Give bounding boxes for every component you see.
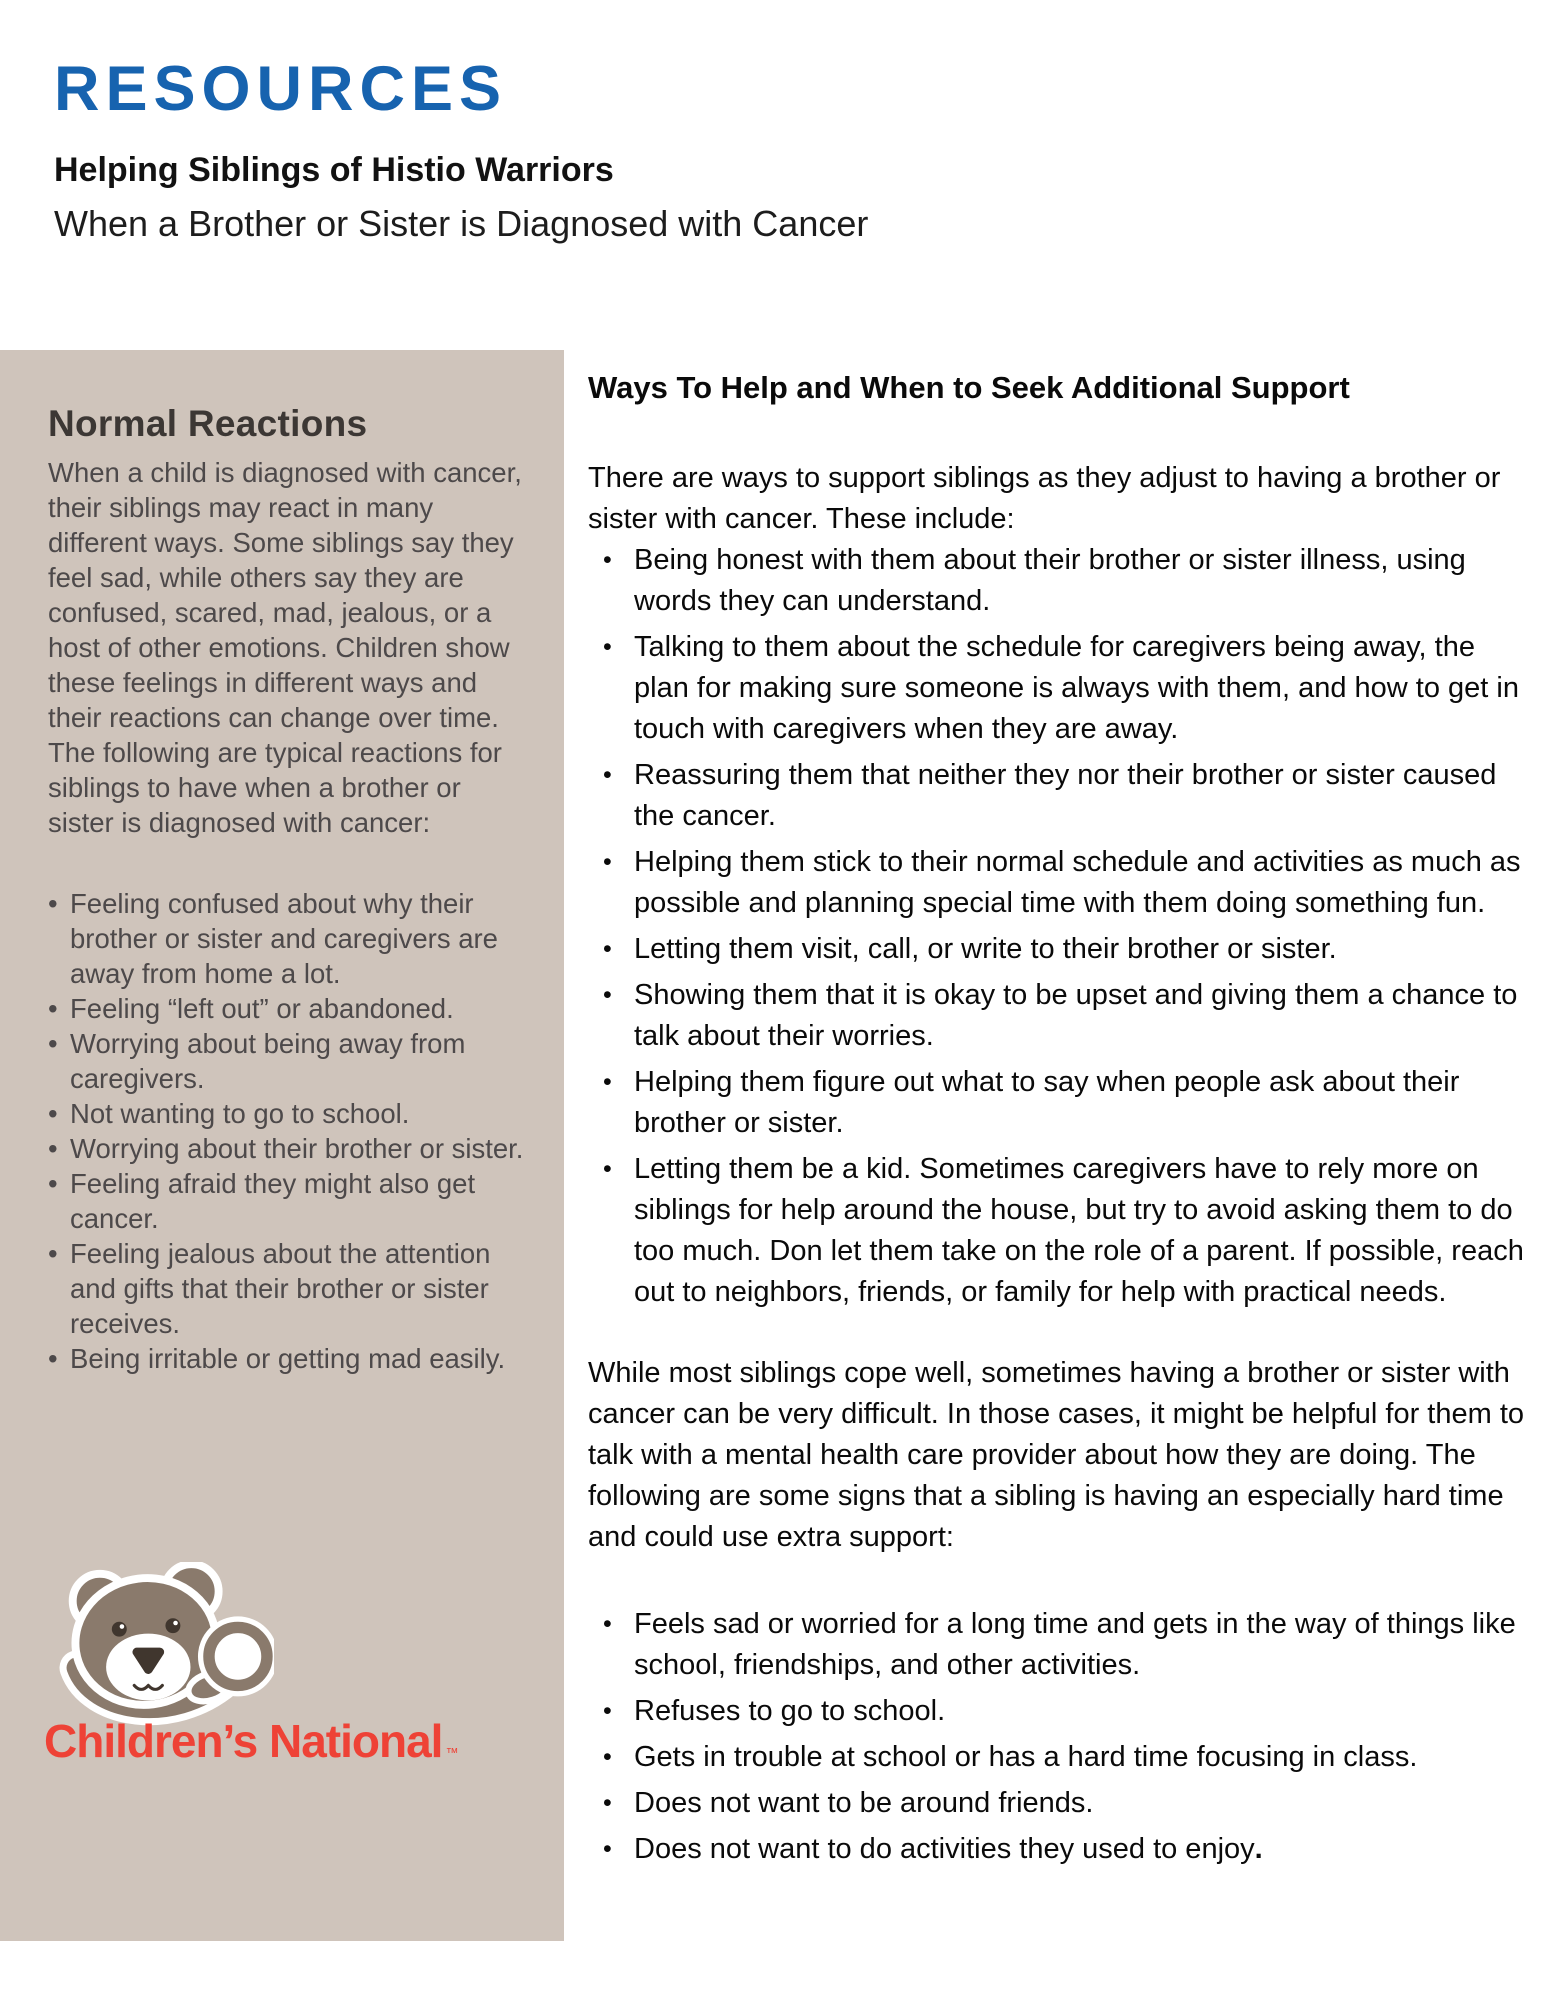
page-title: RESOURCES <box>54 54 508 124</box>
bold-period: . <box>1254 1832 1263 1865</box>
list-item: • Reassuring them that neither they nor their brother or sister caused the cancer. <box>588 755 1528 837</box>
list-item: • Helping them stick to their normal schedule and activities as much as possible and planning special time with them doing something fun. <box>588 842 1528 924</box>
list-item: • Helping them figure out what to say when people ask about their brother or sister. <box>588 1062 1528 1144</box>
normal-reactions-panel <box>0 350 564 1941</box>
main-content <box>588 370 1528 1875</box>
list-item: • Feeling afraid they might also get cancer. <box>48 1166 524 1236</box>
childrens-national-logo <box>44 1562 484 1768</box>
list-item: • Feeling jealous about the attention and gifts that their brother or sister receives. <box>48 1236 524 1341</box>
support-list <box>588 540 1528 1313</box>
list-item: • Letting them visit, call, or write to their brother or sister. <box>588 929 1528 970</box>
list-item: • Feeling confused about why their brother or sister and caregivers are away from home a lot. <box>48 886 524 991</box>
main-heading: Ways To Help and When to Seek Additional Support <box>588 370 1350 405</box>
list-item <box>588 1829 1528 1870</box>
support-intro-paragraph: There are ways to support siblings as they adjust to having a brother or sister with cancer. These include: <box>588 461 1501 535</box>
document-subtitle-bold: Helping Siblings of Histio Warriors <box>54 151 614 189</box>
list-item: • Not wanting to go to school. <box>48 1096 524 1131</box>
signs-list <box>588 1604 1528 1870</box>
signs-intro-paragraph: While most siblings cope well, sometimes having a brother or sister with cancer can be very difficult. In those cases, it might be helpful for them to talk with a mental health care provider about how they are doing. The following are some signs that a sibling is having an especially hard time and could use extra support: <box>588 1356 1525 1553</box>
sidebar-intro-paragraph: When a child is diagnosed with cancer, their siblings may react in many different ways. Some siblings say they feel sad, while others say they are confused, scared, mad, jealous, or a host of other emotions. Children show these feelings in different ways and their reactions can change over time. The following are typical reactions for siblings to have when a brother or sister is diagnosed with cancer: <box>48 456 522 838</box>
list-item: • Does not want to be around friends. <box>588 1783 1528 1824</box>
logo-wordmark <box>44 1714 484 1768</box>
list-item: • Refuses to go to school. <box>588 1691 1528 1732</box>
list-item: • Being irritable or getting mad easily. <box>48 1341 524 1376</box>
list-item: • Being honest with them about their brother or sister illness, using words they can understand. <box>588 540 1528 622</box>
list-item: • Feels sad or worried for a long time and gets in the way of things like school, friendships, and other activities. <box>588 1604 1528 1686</box>
trademark-symbol: ™ <box>445 1745 458 1760</box>
list-item: • Letting them be a kid. Sometimes caregivers have to rely more on siblings for help around the house, but try to avoid asking them to do too much. Don let them take on the role of a parent. If possible, reach out to neighbors, friends, or family for help with practical needs. <box>588 1149 1528 1313</box>
list-item: • Worrying about being away from caregivers. <box>48 1026 524 1096</box>
teddy-bear-icon <box>56 1562 274 1728</box>
document-subtitle: When a Brother or Sister is Diagnosed with Cancer <box>54 203 869 244</box>
reactions-list <box>48 886 524 1376</box>
sidebar-heading: Normal Reactions <box>48 403 368 444</box>
list-item-text: Does not want to do activities they used to enjoy <box>634 1832 1255 1865</box>
list-item: • Worrying about their brother or sister. <box>48 1131 524 1166</box>
list-item: • Showing them that it is okay to be upset and giving them a chance to talk about their worries. <box>588 975 1528 1057</box>
list-item: • Gets in trouble at school or has a hard time focusing in class. <box>588 1737 1528 1778</box>
logo-text: Children’s National <box>44 1715 443 1767</box>
list-item: • Talking to them about the schedule for caregivers being away, the plan for making sure someone is always with them, and how to get in touch with caregivers when they are away. <box>588 627 1528 750</box>
list-item: • Feeling “left out” or abandoned. <box>48 991 524 1026</box>
